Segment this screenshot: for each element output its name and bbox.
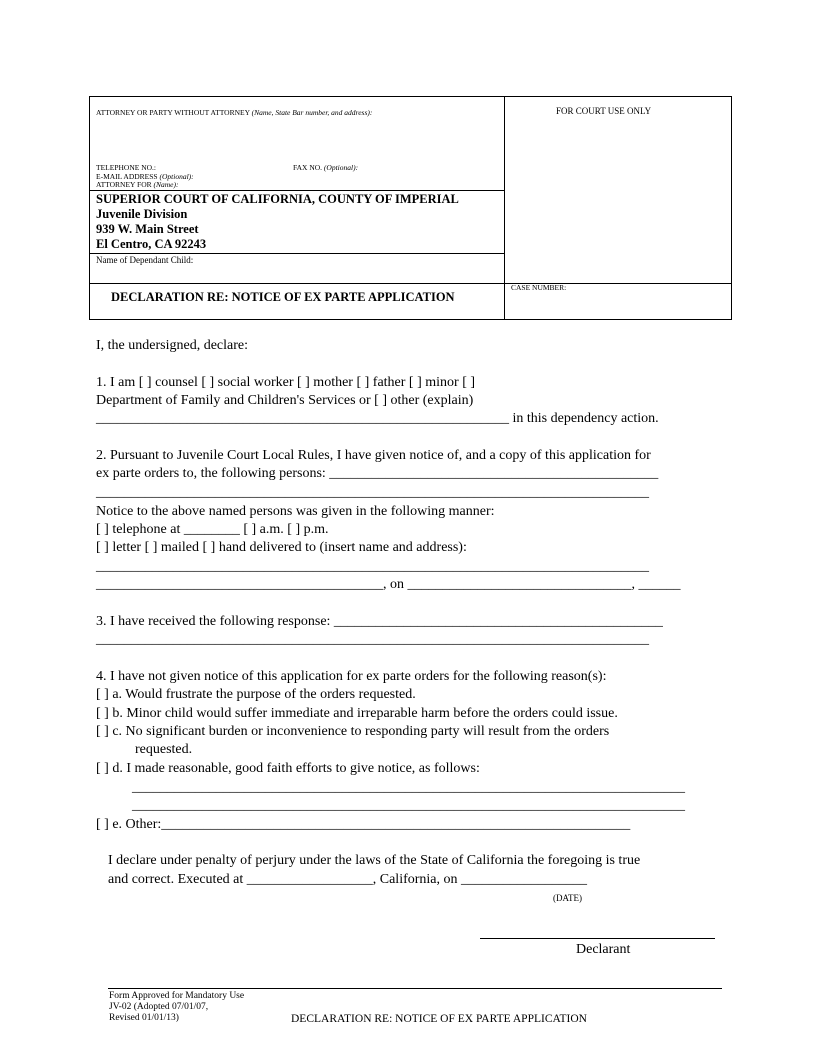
perjury-line-1: I declare under penalty of perjury under the laws of the State of California the foregoing is true (108, 853, 641, 868)
section-1-line-3: ___________________________________________________________ in this dependency action. (96, 411, 659, 426)
declarant-label: Declarant (576, 942, 631, 957)
caption-divider-title (89, 283, 732, 284)
section-4-option-c: [ ] c. No significant burden or inconvenience to responding party will result from the orders (96, 724, 610, 739)
court-name: SUPERIOR COURT OF CALIFORNIA, COUNTY OF IMPERIAL (96, 192, 459, 206)
intro: I, the undersigned, declare: (96, 338, 248, 353)
attorney-label-text: ATTORNEY OR PARTY WITHOUT ATTORNEY (96, 108, 250, 117)
attorney-for-hint: (Name): (153, 180, 179, 189)
attorney-for-label-text: ATTORNEY FOR (96, 180, 152, 189)
case-number-label: CASE NUMBER: (511, 283, 567, 292)
section-4-d-line-2: _______________________________________________________________________________ (132, 798, 685, 813)
footer-form-id: JV-02 (Adopted 07/01/07, (109, 1002, 209, 1012)
caption-divider-court (89, 190, 504, 191)
attorney-label (96, 108, 372, 117)
email-label-text: E-MAIL ADDRESS (96, 172, 158, 181)
section-2-line-2: ex parte orders to, the following persons: _______________________________________________ (96, 466, 659, 481)
section-4-option-d: [ ] d. I made reasonable, good faith efforts to give notice, as follows: (96, 761, 480, 776)
caption-divider-child (89, 253, 504, 254)
footer-revised: Revised 01/01/13) (109, 1013, 179, 1023)
section-4-option-e: [ ] e. Other:___________________________________________________________________ (96, 817, 631, 832)
telephone-label: TELEPHONE NO.: (96, 163, 156, 172)
section-2-line-6: [ ] letter [ ] mailed [ ] hand delivered to (insert name and address): (96, 540, 467, 555)
section-3-line-1: 3. I have received the following response: _______________________________________________ (96, 614, 663, 629)
court-city: El Centro, CA 92243 (96, 237, 207, 251)
attorney-for-label (96, 180, 179, 189)
declarant-signature-line (480, 938, 715, 939)
court-division: Juvenile Division (96, 207, 188, 221)
court-use-label: FOR COURT USE ONLY (556, 106, 652, 116)
section-1-line-1: 1. I am [ ] counsel [ ] social worker [ ] mother [ ] father [ ] minor [ ] (96, 375, 476, 390)
footer-approval: Form Approved for Mandatory Use (109, 991, 245, 1001)
section-4-d-line-1: _______________________________________________________________________________ (132, 780, 685, 795)
section-2-line-5: [ ] telephone at ________ [ ] a.m. [ ] p.m. (96, 522, 329, 537)
form-title: DECLARATION RE: NOTICE OF EX PARTE APPLICATION (111, 290, 455, 304)
section-1-line-2: Department of Family and Children's Services or [ ] other (explain) (96, 393, 474, 408)
fax-label (293, 163, 358, 172)
footer-rule (108, 988, 722, 989)
perjury-line-2: and correct. Executed at __________________, California, on __________________ (108, 872, 588, 887)
section-2-line-8: _________________________________________, on ________________________________, ______ (96, 577, 681, 592)
section-2-line-1: 2. Pursuant to Juvenile Court Local Rules, I have given notice of, and a copy of this application for (96, 448, 651, 463)
footer-title: DECLARATION RE: NOTICE OF EX PARTE APPLICATION (291, 1013, 587, 1025)
section-2-line-4: Notice to the above named persons was given in the following manner: (96, 504, 495, 519)
email-hint: (Optional): (159, 172, 194, 181)
section-2-line-3: _______________________________________________________________________________ (96, 485, 649, 500)
court-street: 939 W. Main Street (96, 222, 199, 236)
section-3-line-2: _______________________________________________________________________________ (96, 632, 649, 647)
dependent-child-label: Name of Dependant Child: (96, 255, 194, 265)
caption-vertical-divider (504, 96, 505, 320)
date-label: (DATE) (553, 893, 582, 903)
attorney-hint: (Name, State Bar number, and address): (251, 108, 373, 117)
fax-hint: (Optional): (323, 163, 359, 172)
section-4-option-c-continued: requested. (135, 742, 193, 757)
section-4-option-b: [ ] b. Minor child would suffer immediate and irreparable harm before the orders could issue. (96, 706, 618, 721)
section-4-line-1: 4. I have not given notice of this application for ex parte orders for the following reason(s): (96, 669, 607, 684)
fax-label-text: FAX NO. (293, 163, 323, 172)
section-4-option-a: [ ] a. Would frustrate the purpose of the orders requested. (96, 687, 416, 702)
section-2-line-7: _______________________________________________________________________________ (96, 559, 649, 574)
